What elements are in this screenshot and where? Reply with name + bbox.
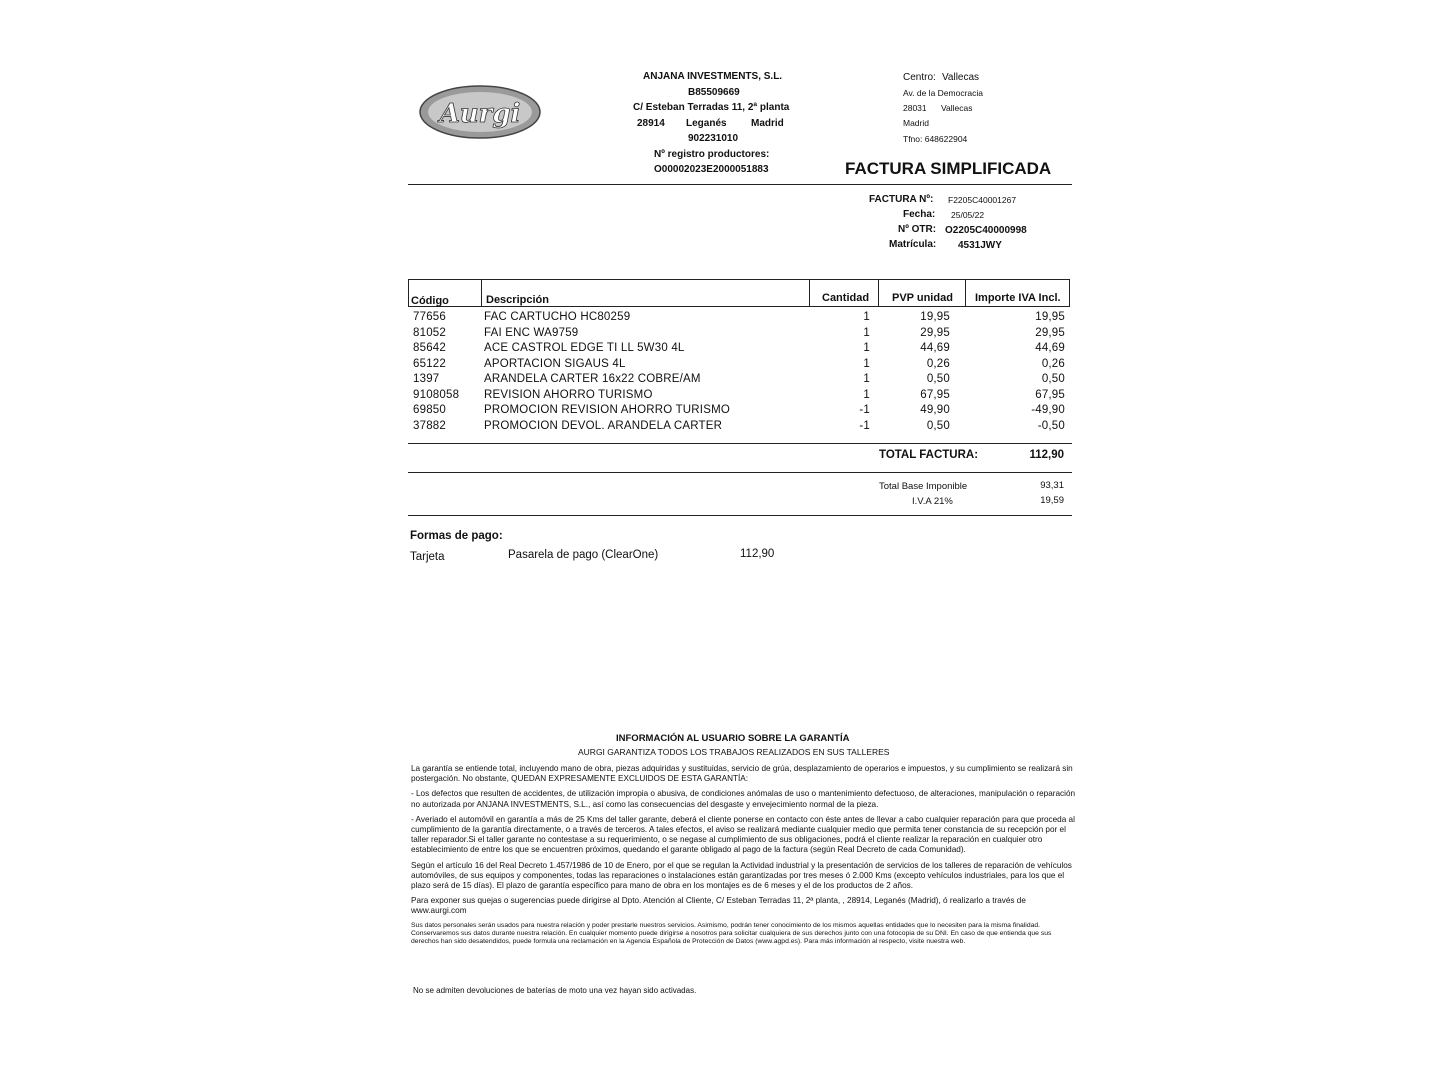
- company-postal: 28914: [637, 118, 665, 129]
- iva-label: I.V.A 21%: [912, 496, 953, 507]
- table-col-border: [965, 279, 966, 307]
- table-row: [408, 342, 1072, 358]
- col-header-description: Descripción: [486, 294, 549, 306]
- invoice-number: F2205C40001267: [948, 195, 1017, 205]
- row-qty: 1: [863, 357, 870, 370]
- row-unit-price: 0,50: [926, 373, 950, 385]
- row-unit-price: 49,90: [920, 404, 950, 416]
- row-code: 85642: [413, 342, 446, 354]
- table-row: [408, 311, 1072, 327]
- table-col-border: [878, 279, 879, 307]
- row-code: 77656: [413, 311, 446, 323]
- total-amount: 112,90: [1029, 449, 1064, 461]
- invoice-date: 25/05/22: [951, 210, 985, 220]
- warranty-subtitle: AURGI GARANTIZA TODOS LOS TRABAJOS REALIZADOS EN SUS TALLERES: [578, 747, 890, 757]
- table-row: [408, 358, 1072, 374]
- row-code: 81052: [413, 326, 446, 339]
- store-label: Centro:: [903, 72, 936, 83]
- row-unit-price: 0,26: [926, 357, 950, 370]
- col-header-code: Código: [411, 295, 449, 307]
- row-unit-price: 44,69: [920, 342, 950, 354]
- row-qty: 1: [863, 388, 870, 401]
- warranty-paragraph: La garantía se entiende total, incluyendo mano de obra, piezas adquiridas y sustituidas, servicio de grúa, desplazamiento de operarios e impuestos, y su cumplimiento se realizará sin postergación. No obstante, QUEDAN EXPRESAMENTE EXCLUIDOS DE ESTA GARANTÍA:: [411, 764, 1073, 784]
- items-table-body: [408, 311, 1072, 435]
- table-col-border: [1069, 279, 1070, 307]
- company-phone: 902231010: [688, 133, 739, 144]
- col-header-qty: Cantidad: [822, 292, 870, 304]
- row-qty: 1: [863, 342, 870, 354]
- row-amount: -0,50: [1037, 419, 1065, 432]
- row-description: ACE CASTROL EDGE TI LL 5W30 4L: [484, 342, 685, 354]
- table-col-border: [481, 279, 482, 307]
- row-amount: -49,90: [1031, 404, 1065, 416]
- row-amount: 0,50: [1041, 373, 1065, 385]
- row-amount: 67,95: [1035, 388, 1065, 401]
- totals-divider: [408, 472, 1072, 473]
- row-description: PROMOCION DEVOL. ARANDELA CARTER: [484, 419, 723, 432]
- company-cif: B85509669: [688, 87, 740, 98]
- col-header-unit-price: PVP unidad: [892, 292, 953, 304]
- plate-label: Matrícula:: [889, 239, 937, 250]
- row-amount: 44,69: [1035, 342, 1065, 354]
- table-row: [408, 373, 1072, 389]
- table-row: [408, 389, 1072, 405]
- privacy-paragraph: Sus datos personales serán usados para nuestra relación y poder prestarle nuestros servicios. Asimismo, podrán tener conocimiento de los mismos aquellas entidades que lo necesiten para la misma finalidad. Conservaremos sus datos durante nuestra relación. En cualquier momento puede dirigirse a nosotros para solicitar cualquiera de sus derechos junto con una fotocopia de su DNI. En caso de que entienda que sus derechos han sido desatendidos, puede formula una reclamación en la Agencia Española de Protección de Datos (www.agpd.es). Para más información al respecto, visite nuestra web.: [411, 921, 1052, 946]
- store-postal: 28031: [903, 103, 927, 113]
- table-col-border: [809, 279, 810, 307]
- store-name: Vallecas: [942, 72, 980, 83]
- company-province: Madrid: [751, 118, 784, 129]
- table-row: [408, 420, 1072, 436]
- header-divider: [408, 184, 1072, 185]
- totals-divider: [408, 443, 1072, 444]
- warranty-paragraph: - Averiado el automóvil en garantía a más de 25 Kms del taller garante, deberá el cliente ponerse en contacto con éste antes de llevar a cabo cualquier reparación para que proceda al cumplimiento de la garantía directamente, o a través de terceros. A tales efectos, el aviso se realizará mediante cualquier medio que permita tener constancia de su recepción por el taller reparador.Si el taller garante no contestase a su requerimiento, o se negase al cumplimiento de sus obligaciones, podrá el cliente realizar la reparación en cualquier otro establecimiento de entre los que se encuentren próximos, quedando el garante obligado al pago de la factura (según Real Decreto de cada Comunidad).: [411, 814, 1075, 855]
- document-title: FACTURA SIMPLIFICADA: [845, 159, 1052, 178]
- table-row: [408, 327, 1072, 343]
- warranty-paragraph: Según el artículo 16 del Real Decreto 1.457/1986 de 10 de Enero, por el que se regulan la Actividad industrial y la presentación de servicios de los talleres de reparación de vehículos automóviles, de sus equipos y componentes, todas las reparaciones o instalaciones están garantizadas por tres meses ó 2.000 Kms (excepto vehículos industriales, para los que el plazo será de 15 días). El plazo de garantía específico para mano de obra en los montajes es de 6 meses y el de los productos de 2 años.: [411, 860, 1072, 891]
- totals-divider: [408, 515, 1072, 516]
- company-name: ANJANA INVESTMENTS, S.L.: [643, 71, 783, 82]
- row-amount: 0,26: [1041, 357, 1065, 370]
- row-unit-price: 29,95: [920, 326, 950, 339]
- table-top-border: [408, 279, 1070, 280]
- row-code: 1397: [413, 373, 440, 385]
- company-city: Leganés: [686, 118, 727, 129]
- row-unit-price: 0,50: [926, 419, 950, 432]
- registry-label: Nº registro productores:: [654, 149, 770, 160]
- store-address: Av. de la Democracia: [903, 88, 983, 98]
- base-amount: 93,31: [1040, 480, 1064, 491]
- store-province: Madrid: [903, 118, 929, 128]
- row-amount: 19,95: [1035, 311, 1065, 323]
- row-code: 9108058: [413, 388, 460, 401]
- col-header-amount: Importe IVA Incl.: [975, 292, 1061, 304]
- table-col-border: [408, 279, 409, 307]
- table-header-bottom-border: [408, 306, 1070, 307]
- warranty-title: INFORMACIÓN AL USUARIO SOBRE LA GARANTÍA: [616, 733, 850, 744]
- row-qty: -1: [859, 404, 870, 416]
- company-street: C/ Esteban Terradas 11, 2ª planta: [633, 102, 790, 113]
- payment-title: Formas de pago:: [410, 530, 503, 542]
- row-description: PROMOCION REVISION AHORRO TURISMO: [484, 404, 730, 416]
- aurgi-logo: [418, 84, 542, 140]
- otr-number: O2205C40000998: [945, 225, 1027, 236]
- payment-method: Tarjeta: [410, 551, 445, 563]
- row-description: REVISION AHORRO TURISMO: [484, 388, 653, 401]
- warranty-paragraph: - Los defectos que resulten de accidentes, de utilización impropia o abusiva, de condiciones anómalas de uso o mantenimiento defectuoso, de alteraciones, manipulación o reparación no autorizada por ANJANA INVESTMENTS, S.L., así como las consecuencias del desgaste y envejecimiento normal de la pieza.: [411, 789, 1076, 809]
- row-qty: 1: [863, 326, 870, 339]
- invoice-number-label: FACTURA Nº:: [869, 194, 934, 205]
- row-unit-price: 19,95: [920, 311, 950, 323]
- battery-notice: No se admiten devoluciones de baterías de moto una vez hayan sido activadas.: [413, 986, 697, 995]
- payment-gateway: Pasarela de pago (ClearOne): [508, 549, 659, 561]
- payment-amount: 112,90: [740, 548, 775, 560]
- row-qty: -1: [859, 419, 870, 432]
- row-code: 37882: [413, 419, 446, 432]
- registry-value: O00002023E2000051883: [654, 164, 769, 175]
- store-city: Vallecas: [941, 103, 973, 113]
- row-description: FAC CARTUCHO HC80259: [484, 311, 631, 323]
- row-unit-price: 67,95: [920, 388, 950, 401]
- table-row: [408, 404, 1072, 420]
- row-amount: 29,95: [1035, 326, 1065, 339]
- row-code: 69850: [413, 404, 446, 416]
- base-label: Total Base Imponible: [879, 481, 968, 492]
- invoice-date-label: Fecha:: [903, 209, 936, 220]
- plate-number: 4531JWY: [958, 240, 1002, 251]
- row-description: ARANDELA CARTER 16x22 COBRE/AM: [484, 373, 701, 385]
- total-label: TOTAL FACTURA:: [879, 449, 979, 461]
- row-description: APORTACION SIGAUS 4L: [484, 357, 626, 370]
- warranty-paragraph: Para exponer sus quejas o sugerencias puede dirigirse al Dpto. Atención al Cliente, C/ Esteban Terradas 11, 2ª planta, , 28914, Leganés (Madrid), ó realizarlo a través de www.aurgi.com: [411, 896, 1026, 916]
- otr-label: Nº OTR:: [898, 224, 937, 235]
- svg-text:Aurgi: Aurgi: [439, 99, 521, 129]
- row-description: FAI ENC WA9759: [484, 326, 579, 339]
- warranty-text: [411, 764, 1081, 952]
- row-qty: 1: [863, 373, 870, 385]
- iva-amount: 19,59: [1040, 495, 1064, 506]
- store-phone: Tfno: 648622904: [903, 134, 968, 144]
- row-qty: 1: [863, 311, 870, 323]
- row-code: 65122: [413, 357, 446, 370]
